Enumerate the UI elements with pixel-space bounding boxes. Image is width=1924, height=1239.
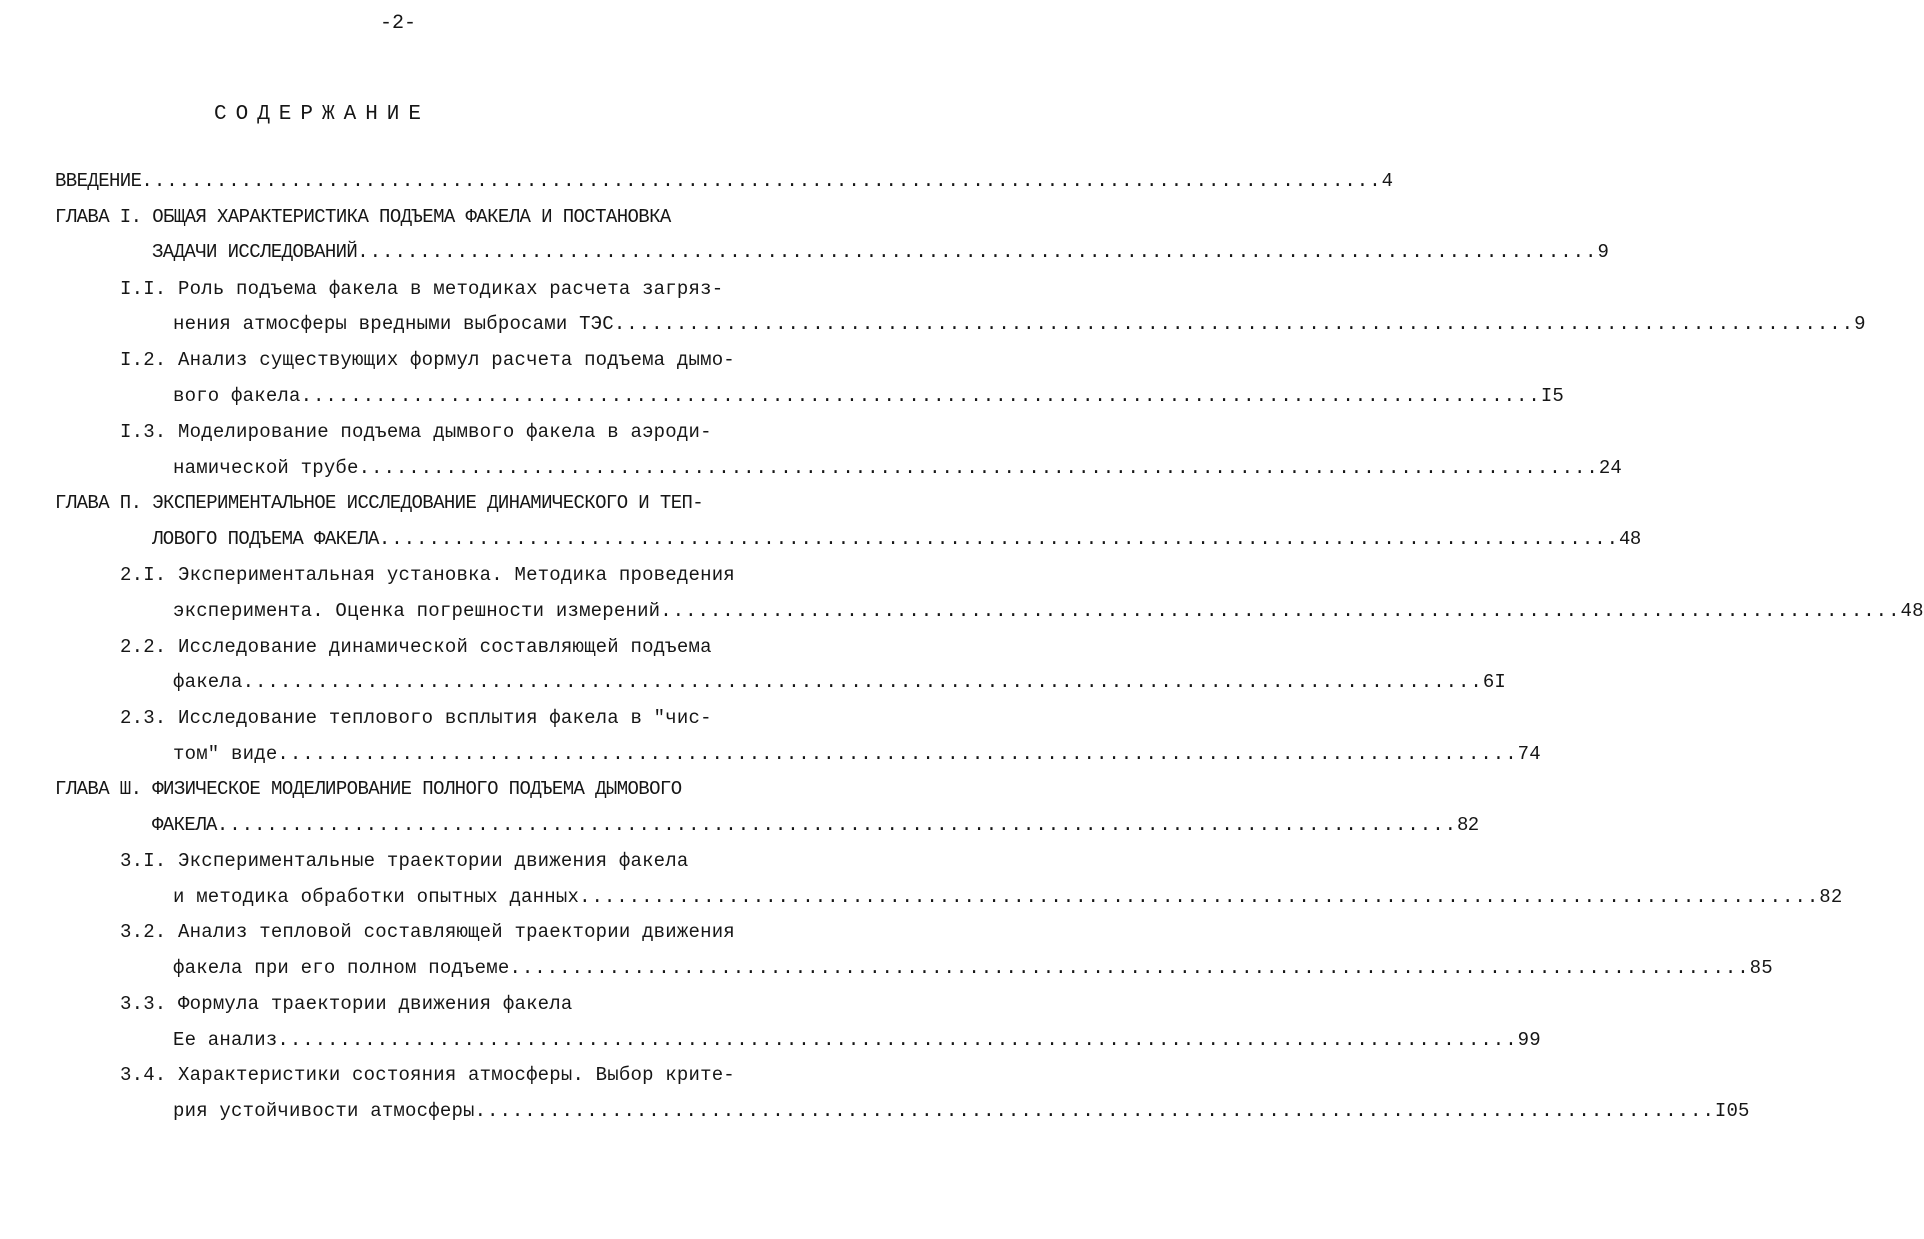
toc-section-1-3-heading: I.3. Моделирование подъема дымвого факела в аэроди- [120,421,712,443]
toc-chapter-2-heading: ГЛАВА П. ЭКСПЕРИМЕНТАЛЬНОЕ ИССЛЕДОВАНИЕ ДИНАМИЧЕСКОГО И ТЕП- [55,492,704,514]
toc-entry-text: факела при его полном подъеме [173,957,510,979]
toc-page-number: 82 [1457,814,1479,836]
toc-section-2-1-entry [173,599,1924,623]
toc-section-1-1-entry [173,312,1866,336]
toc-page-number: 99 [1517,1029,1541,1051]
toc-page-number: 4 [1381,170,1393,192]
dot-leader: .................................................................................................... [579,886,1820,908]
dot-leader: .................................................................................................... [300,385,1541,407]
toc-entry-text: Ее анализ [173,1029,278,1051]
toc-section-1-3-entry [173,456,1623,480]
page-title: СОДЕРЖАНИЕ [213,103,431,126]
toc-section-2-3-entry [173,742,1541,766]
dot-leader: .................................................................................................... [216,814,1457,836]
toc-section-2-1-heading: 2.I. Экспериментальная установка. Методика проведения [120,564,735,586]
dot-leader: .................................................................................................... [378,528,1620,550]
toc-entry-text: ЗАДАЧИ ИССЛЕДОВАНИЙ [152,241,358,263]
toc-chapter-1-heading: ГЛАВА I. ОБЩАЯ ХАРАКТЕРИСТИКА ПОДЪЕМА ФАКЕЛА И ПОСТАНОВКА [55,206,671,228]
toc-entry-text: ФАКЕЛА [152,814,217,836]
toc-page-number: I05 [1714,1100,1750,1122]
toc-section-3-1-heading: 3.I. Экспериментальные траектории движения факела [120,850,689,872]
dot-leader: .................................................................................................... [277,743,1518,765]
toc-section-1-2-entry [173,384,1565,408]
dot-leader: .................................................................................................... [357,241,1598,263]
page-number: -2- [379,12,416,35]
toc-page-number: 82 [1819,886,1843,908]
toc-entry-text: и методика обработки опытных данных [173,886,580,908]
toc-section-3-4-entry [173,1099,1750,1123]
toc-section-2-3-heading: 2.3. Исследование теплового всплытия факела в "чис- [120,707,712,729]
toc-chapter-2-entry [152,527,1641,551]
toc-chapter-3-heading: ГЛАВА Ш. ФИЗИЧЕСКОЕ МОДЕЛИРОВАНИЕ ПОЛНОГО ПОДЪЕМА ДЫМОВОГО [55,778,682,800]
dot-leader: .................................................................................................... [509,957,1750,979]
dot-leader: .................................................................................................... [277,1029,1518,1051]
dot-leader: .................................................................................................... [660,600,1901,622]
toc-chapter-1-entry [152,240,1609,264]
dot-leader: .................................................................................................... [474,1100,1715,1122]
toc-section-3-3-entry [173,1028,1541,1052]
toc-section-1-1-heading: I.I. Роль подъема факела в методиках расчета загряз- [120,278,724,300]
toc-page-number: 48 [1619,528,1641,550]
toc-section-3-3-heading: 3.3. Формула траектории движения факела [120,993,573,1015]
toc-entry-text: нения атмосферы вредными выбросами ТЭС [173,313,614,335]
toc-entry-text: факела [173,671,243,693]
toc-entry-text: том" виде [173,743,278,765]
toc-section-3-4-heading: 3.4. Характеристики состояния атмосферы. Выбор крите- [120,1064,735,1086]
toc-section-3-2-heading: 3.2. Анализ тепловой составляющей траектории движения [120,921,735,943]
toc-page-number: 24 [1598,457,1623,479]
toc-section-1-2-heading: I.2. Анализ существующих формул расчета подъема дымо- [120,349,735,371]
toc-entry-text: намической трубе [173,457,359,479]
toc-entry-introduction [55,169,1393,193]
toc-page-number: 85 [1749,957,1773,979]
toc-entry-text: вого факела [173,385,301,407]
toc-page-number: 9 [1854,313,1866,335]
toc-page-number: 9 [1597,241,1609,263]
toc-section-2-2-entry [173,670,1507,694]
toc-page-number: 74 [1517,743,1541,765]
dot-leader: .................................................................................................... [358,457,1599,479]
toc-entry-text: ЛОВОГО ПОДЪЕМА ФАКЕЛА [152,528,379,550]
toc-section-3-1-entry [173,885,1843,909]
toc-page-number: 48 [1900,600,1924,622]
toc-section-2-2-heading: 2.2. Исследование динамической составляющей подъема [120,636,712,658]
toc-entry-text: эксперимента. Оценка погрешности измерений [173,600,661,622]
toc-page-number: I5 [1540,385,1565,407]
toc-page-number: 6I [1482,671,1507,693]
dot-leader: .................................................................................................... [242,671,1483,693]
toc-entry-text: рия устойчивости атмосферы [173,1100,475,1122]
dot-leader: .................................................................................................... [613,313,1855,335]
dot-leader: .................................................................................................... [141,170,1382,192]
toc-chapter-3-entry [152,813,1479,837]
toc-entry-text: ВВЕДЕНИЕ [55,170,142,192]
toc-section-3-2-entry [173,956,1773,980]
